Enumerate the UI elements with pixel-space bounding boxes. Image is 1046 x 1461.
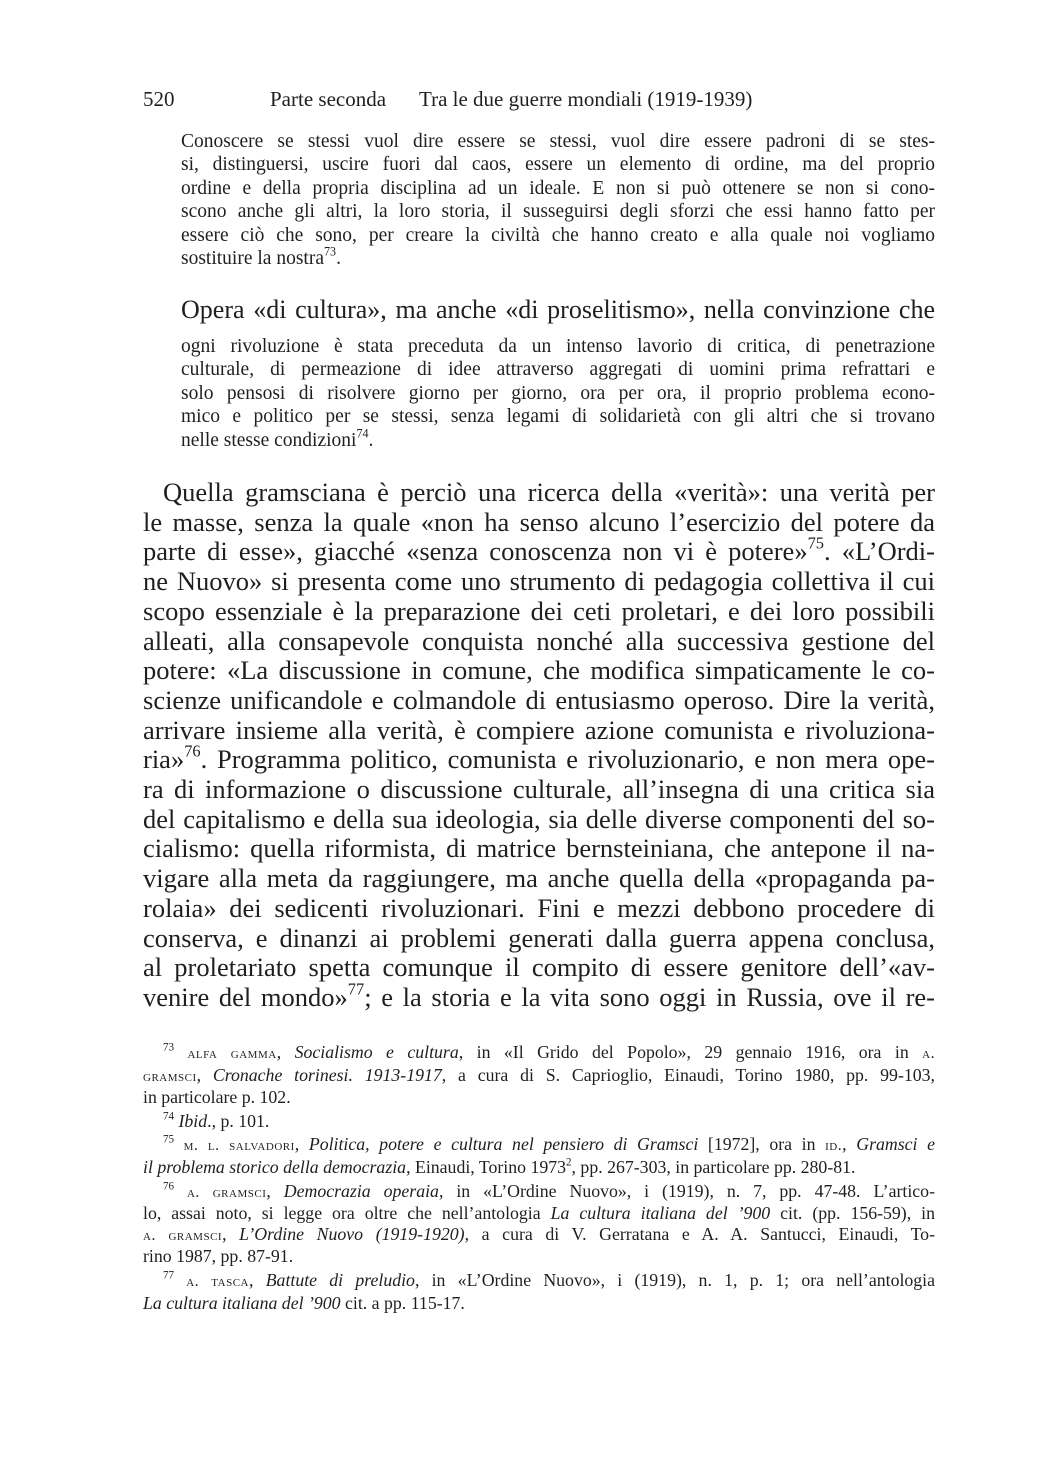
footnote-76 [143, 1181, 935, 1267]
footnote-work: Cronache torinesi. 1913-1917 [212, 1064, 442, 1085]
quote-line: culturale, di permeazione di idee attraverso aggregati di uomini prima refrattari e [181, 359, 935, 381]
body-line: ne Nuovo» si presenta come uno strumento di pedagogia collettiva il cui [143, 566, 935, 597]
body-line: rolaia» dei sedicenti rivoluzionari. Fini e mezzi debbono procedere di [143, 892, 935, 923]
body-line: conserva, e dinanzi ai problemi generati dalla guerra appena conclusa, [143, 922, 935, 953]
running-header [143, 84, 937, 118]
part-label: Parte seconda [270, 87, 387, 111]
footnote-ref: 76 [184, 741, 201, 761]
footnote-work: Politica, potere e cultura nel pensiero di Gramsci [308, 1134, 699, 1155]
quote-line: essere ciò che sono, per creare la civiltà che hanno creato e alla quale noi vogliamo [181, 224, 935, 246]
footnote-line [143, 1293, 935, 1314]
body-line-text: venire del mondo» [143, 981, 348, 1012]
footnote-text: , a cura di S. Caprioglio, Einaudi, Torino 1980, pp. 99-103, [441, 1064, 935, 1085]
footnote-line [143, 1065, 935, 1088]
quote-line: scono anche gli altri, la loro storia, il susseguirsi degli sforzi che essi hanno fatto per [181, 201, 935, 223]
body-line: potere: «La discussione in comune, che modifica simpaticamente le co- [143, 655, 935, 686]
footnote-author: a. gramsci [186, 1183, 267, 1201]
body-line [143, 741, 935, 775]
chapter-title: Tra le due guerre mondiali (1919-1939) [419, 87, 753, 111]
quote-line: nelle stesse condizioni$^{74}$. [181, 426, 374, 451]
block-quote-1 [181, 130, 935, 270]
footnote-author: a. gramsci [143, 1226, 223, 1244]
footnote-line [143, 1270, 935, 1293]
body-line: ra di informazione o discussione culturale, all’insegna di una critica sia [143, 774, 935, 805]
footnote-line [143, 1134, 935, 1157]
quote-line: solo pensosi di risolvere giorno per giorno, ora per ora, il proprio problema econo- [181, 382, 935, 404]
footnote-text: , [294, 1134, 309, 1155]
intro-line [181, 293, 935, 327]
footnote-text: , [276, 1042, 295, 1062]
footnote-text: ., p. 101. [207, 1110, 270, 1131]
quote-line-text: nelle stesse condizioni [181, 429, 357, 451]
footnote-number: 77 [163, 1269, 175, 1282]
footnote-ref: 73 [323, 244, 337, 259]
footnote-ref: 75 [807, 533, 824, 553]
footnote-author: gramsci [143, 1067, 197, 1085]
footnote-number: 73 [163, 1041, 175, 1054]
footnote-text: , [842, 1134, 857, 1155]
quote-line: sostituire la nostra$^{73}$. [181, 244, 341, 270]
body-line: vigare alla meta da raggiungere, ma anche quella della «propaganda pa- [143, 863, 935, 894]
footnote-77 [143, 1270, 935, 1313]
footnote-line [143, 1181, 935, 1204]
block-quote-2 [181, 335, 935, 452]
footnote-work: L’Ordine Nuovo (1919-1920) [239, 1223, 465, 1244]
footnote-text: , [266, 1180, 284, 1201]
footnote-number: 74 [163, 1110, 175, 1123]
quote-line: ogni rivoluzione è stata preceduta da un intenso lavorio di critica, di penetrazione [181, 336, 935, 357]
footnote-line: rino 1987, pp. 87-91. [143, 1246, 294, 1267]
body-line: arrivare insieme alla verità, è compiere azione comunista e rivoluziona- [143, 714, 935, 745]
body-line: le masse, senza la quale «non ha senso alcuno l’esercizio del potere da [143, 506, 935, 537]
body-line: scopo essenziale è la preparazione dei ceti proletari, e dei loro possibili [143, 595, 935, 626]
footnote-text: , [222, 1223, 240, 1244]
body-line: scienze unificandole e colmandole di entusiasmo operoso. Dire la verità, [143, 684, 935, 715]
footnote-author: m. l. salvadori [183, 1137, 295, 1155]
body-line-text: ; e la storia e la vita sono oggi in Russia, ove il re- [364, 981, 936, 1012]
footnote-text: , a cura di V. Gerratana e A. A. Santucci, Einaudi, To- [464, 1223, 935, 1244]
body-line-text: parte di esse», giacché «senza conoscenza non vi è potere» [143, 536, 808, 567]
footnote-text: , in «L’Ordine Nuovo», i (1919), n. 1, p. 1; ora nell’antologia [414, 1269, 936, 1290]
body-line: al proletariato spetta comunque il compito di essere genitore dell’«av- [143, 952, 935, 983]
footnote-line [143, 1042, 935, 1065]
quote-line-text: sostituire la nostra [181, 248, 324, 270]
footnotes [143, 1042, 935, 1316]
footnote-author: id. [825, 1137, 843, 1155]
body-line: alleati, alla consapevole conquista nonché alla successiva gestione del [143, 625, 935, 656]
footnote-work: Battute di preludio [265, 1269, 415, 1290]
body-paragraph [143, 478, 935, 1013]
footnote-text: , in «L’Ordine Nuovo», i (1919), n. 7, pp. 47-48. L’artico- [438, 1180, 935, 1201]
footnote-text: , [249, 1269, 266, 1290]
footnote-text: , [196, 1064, 213, 1085]
footnote-text: , Einaudi, Torino 1973 [406, 1156, 567, 1177]
body-line-text: . «L’Ordi- [824, 536, 935, 567]
quote-line: mico e politico per se stessi, senza legami di solidarietà con gli altri che si trovano [181, 406, 935, 428]
footnote-line [143, 1224, 935, 1247]
intro-line-text: Opera «di cultura», ma anche «di proselitismo», nella convinzione che [181, 295, 935, 324]
body-line-text: ria» [143, 744, 185, 775]
footnote-work: Democrazia operaia [283, 1180, 439, 1201]
footnote-text: [1972], ora in [698, 1134, 826, 1155]
edition-number: 2 [566, 1156, 572, 1169]
body-line [143, 478, 935, 508]
body-line: del capitalismo e della sua ideologia, sia delle diverse componenti del so- [143, 803, 935, 834]
footnote-work: La cultura italiana del ’900 [550, 1203, 771, 1224]
footnote-author: alfa gamma [187, 1045, 277, 1062]
footnote-work: La cultura italiana del ’900 [143, 1292, 341, 1313]
body-line: cialismo: quella riformista, di matrice bernsteiniana, che antepone il na- [143, 833, 935, 864]
footnote-author: a. [922, 1045, 936, 1062]
footnote-text: , in «Il Grido del Popolo», 29 gennaio 1916, ora in [458, 1042, 923, 1062]
footnote-number: 76 [163, 1179, 175, 1192]
footnote-author: a. tasca [186, 1272, 249, 1290]
footnote-number: 75 [163, 1133, 175, 1146]
footnote-text: cit. (pp. 156-59), in [770, 1203, 935, 1224]
body-line-text: Quella gramsciana è perciò una ricerca della «verità»: una verità per [163, 477, 935, 507]
body-line [143, 533, 935, 567]
footnote-line [143, 1157, 935, 1178]
footnote-work: il problema storico della democrazia [143, 1156, 407, 1177]
footnote-line [143, 1111, 935, 1132]
footnote-73 [143, 1042, 935, 1108]
footnote-text: lo, assai noto, si legge ora oltre che nell’antologia [143, 1203, 551, 1224]
footnote-74 [143, 1111, 935, 1132]
footnote-work: Gramsci e [856, 1134, 935, 1155]
body-line-text: . Programma politico, comunista e rivoluzionario, e non mera ope- [200, 744, 935, 775]
quote-line: si, distinguersi, uscire fuori dal caos, essere un elemento di ordine, ma del proprio [181, 154, 935, 176]
footnote-work: Ibid [178, 1110, 208, 1131]
footnote-line [143, 1203, 935, 1224]
footnote-ref: 74 [356, 426, 369, 441]
body-line [143, 979, 936, 1013]
quote-line: ordine e della propria disciplina ad un ideale. E non si può ottenere se non si cono- [181, 177, 935, 199]
footnote-line: in particolare p. 102. [143, 1087, 291, 1108]
page-number: 520 [143, 87, 175, 111]
quote-line: Conoscere se stessi vuol dire essere se stessi, vuol dire essere padroni di se stes- [181, 131, 935, 152]
footnote-ref: 77 [347, 979, 365, 999]
footnote-text: cit. a pp. 115-17. [340, 1292, 465, 1313]
footnote-work: Socialismo e cultura [294, 1042, 459, 1062]
footnote-text: , pp. 267-303, in particolare pp. 280-81. [571, 1156, 856, 1177]
footnote-75 [143, 1134, 935, 1177]
